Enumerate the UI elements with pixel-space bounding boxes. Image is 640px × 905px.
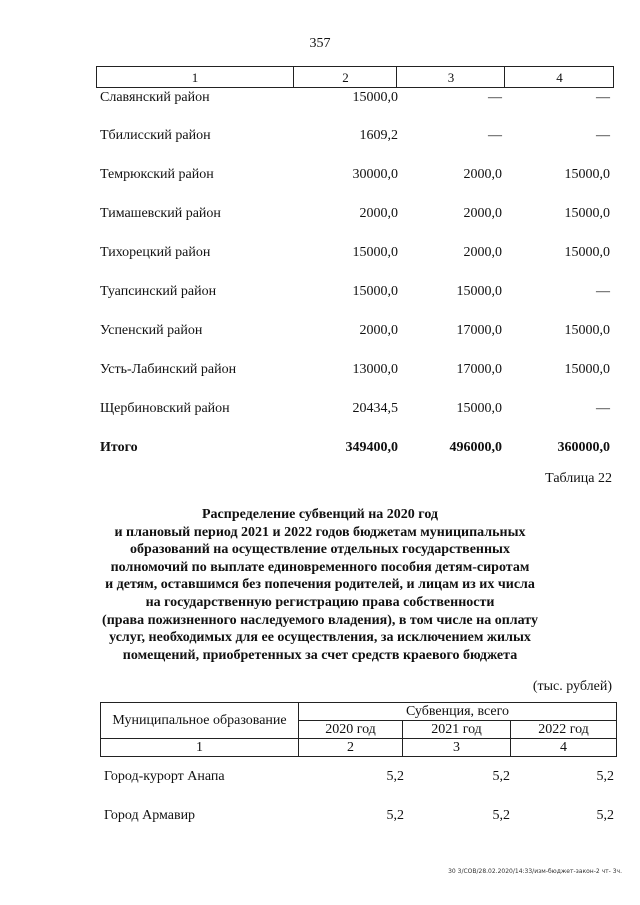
table-row [0,808,640,828]
table2-header [100,702,617,757]
row-2022: — [596,401,610,416]
table1-header-col2: 2 [293,67,397,87]
row-2022: — [596,284,610,299]
table-row [0,128,640,148]
table-caption: Таблица 22 [545,471,612,486]
row-2022: 5,2 [596,769,614,784]
row-2021: 17000,0 [456,362,502,377]
title-line: услуг, необходимых для ее осуществления, за исключением жилых [109,630,531,646]
row-name: Щербиновский район [100,401,230,416]
total-label: Итого [100,440,138,455]
row-name: Туапсинский район [100,284,217,299]
row-2021: 15000,0 [456,401,502,416]
table-row [0,769,640,789]
row-2020: 2000,0 [359,323,398,338]
row-2022: 15000,0 [564,245,610,260]
column-number: 1 [101,739,299,757]
row-name: Темрюкский район [100,167,214,182]
row-2020: 15000,0 [352,284,398,299]
table1-header-col1: 1 [191,70,199,85]
title-line: (права пожизненного наследуемого владения), в том числе на оплату [102,612,538,628]
table1-header-col4: 4 [504,67,614,87]
title-line: и плановый период 2021 и 2022 годов бюджетам муниципальных [114,524,526,540]
table-row [0,284,640,304]
row-2021: — [488,90,502,105]
row-2021: 2000,0 [463,206,502,221]
row-2020: 2000,0 [359,206,398,221]
title-line: на государственную регистрацию права собственности [145,594,495,610]
table-row [0,401,640,421]
title-line: и детям, оставшимся без попечения родителей, и лицам из их числа [105,577,535,593]
row-2020: 30000,0 [352,167,398,182]
row-2021: 2000,0 [463,245,502,260]
total-2020: 349400,0 [345,440,398,455]
row-2021: 2000,0 [463,167,502,182]
subvention-group-header: Субвенция, всего [299,703,617,721]
total-2022: 360000,0 [557,440,610,455]
table-total-row [0,440,640,460]
row-2020: 20434,5 [352,401,398,416]
row-2021: — [488,128,502,143]
total-2021: 496000,0 [449,440,502,455]
title-line: Распределение субвенций на 2020 год [202,507,438,522]
table1-header [96,66,614,88]
title-line: полномочий по выплате единовременного пособия детям-сиротам [110,559,530,575]
table-row [0,245,640,265]
row-2020: 13000,0 [352,362,398,377]
row-name: Город Армавир [104,808,196,823]
row-2020: 5,2 [386,769,404,784]
row-name: Тбилисский район [100,128,211,143]
row-2022: 15000,0 [564,323,610,338]
row-2020: 5,2 [386,808,404,823]
footer-stamp: 30 3/СОВ/28.02.2020/14:33/изм-бюджет-закон-2 чт- 3ч. [448,868,622,875]
row-2020: 15000,0 [352,90,398,105]
row-2022: 5,2 [596,808,614,823]
table-row [0,206,640,226]
row-name: Тимашевский район [100,206,221,221]
table1-header-col3: 3 [396,67,505,87]
page-number: 357 [309,36,331,51]
row-2022: — [596,90,610,105]
table-row [0,90,640,110]
row-2021: 17000,0 [456,323,502,338]
row-2021: 5,2 [492,808,510,823]
row-2022: 15000,0 [564,206,610,221]
title-line: помещений, приобретенных за счет средств краевого бюджета [122,647,518,663]
table-row [0,362,640,382]
column-number: 2 [299,739,403,757]
section-title [80,506,560,664]
row-2022: 15000,0 [564,362,610,377]
row-2022: 15000,0 [564,167,610,182]
row-name: Город-курорт Анапа [104,769,225,784]
year-header: 2021 год [403,721,511,739]
table-row [0,323,640,343]
row-2022: — [596,128,610,143]
row-2021: 15000,0 [456,284,502,299]
row-name: Успенский район [100,323,203,338]
title-line: образований на осуществление отдельных государственных [130,542,510,558]
col-municipality-header: Муниципальное образование [101,703,299,739]
row-2021: 5,2 [492,769,510,784]
row-2020: 1609,2 [359,128,398,143]
table-row [0,167,640,187]
column-number: 4 [511,739,617,757]
column-number: 3 [403,739,511,757]
row-name: Усть-Лабинский район [100,362,237,377]
row-name: Тихорецкий район [100,245,211,260]
year-header: 2020 год [299,721,403,739]
units-label: (тыс. рублей) [532,679,612,694]
year-header: 2022 год [511,721,617,739]
row-2020: 15000,0 [352,245,398,260]
row-name: Славянский район [100,90,210,105]
